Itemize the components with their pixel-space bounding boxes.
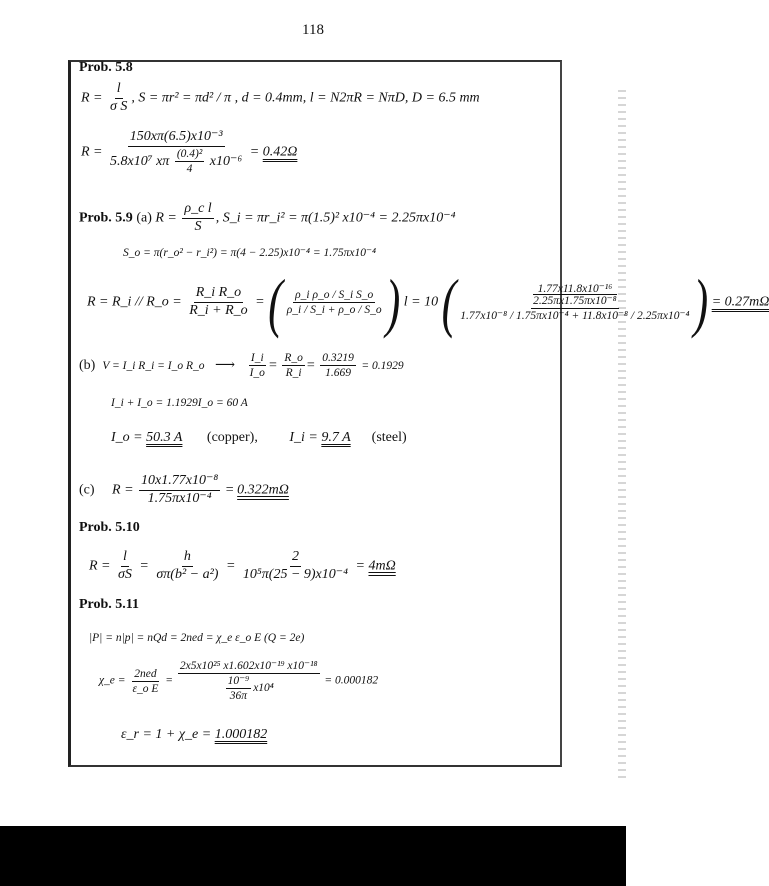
prob-5-10-line: R = $\frac{l}{\sigma S}$ = $\frac{h}{\text{σπ(b² − a²)}}$ = $\frac{2}{\text{10⁵π(25 − 9)x10⁻⁴}}$ = 4mΩ (89, 549, 396, 582)
frac-num: h (182, 550, 193, 567)
frac-num: l (121, 550, 129, 567)
den-tail: x10⁴ (253, 682, 274, 695)
frac-den: 36π (229, 690, 248, 703)
eq-prefix: R = (155, 210, 177, 226)
part-label: (b) (79, 357, 96, 373)
frac-den: 1.77x10⁻⁸ / 1.75πx10⁻⁴ + 11.8x10⁻⁸ / 2.25πx10⁻⁴ (460, 310, 690, 323)
paren-close: ) (385, 265, 401, 340)
eq-end: = 0.1929 (361, 359, 404, 372)
prob-5-9-line-3 (87, 265, 769, 340)
eq-prefix: χ_e = (99, 674, 126, 687)
prob-5-9-heading: Prob. 5.9 (79, 210, 133, 226)
frac-den: 1.669 (325, 367, 352, 380)
frac-den: σS (118, 566, 132, 582)
eq-prefix: R = (112, 482, 134, 498)
prob-5-11-line-1: |P| = n|p| = nQd = 2ned = χ_e ε_o E (Q = 2e) (89, 632, 305, 644)
equals: = (249, 144, 260, 160)
frac-num: 0.3219 (320, 352, 356, 366)
result-value: 9.7 A (321, 430, 351, 445)
prob-5-8-heading: Prob. 5.8 (79, 60, 133, 75)
frac-num: (0.4)² (175, 148, 204, 162)
paren-open: ( (441, 265, 457, 340)
frac-num: l (115, 82, 123, 99)
frac-den (222, 674, 276, 702)
frac-num: 10⁻⁹ (226, 675, 252, 689)
frac-num: I_i (249, 352, 266, 366)
eq-prefix: I_o = (111, 430, 147, 445)
paren-open: ( (268, 265, 283, 340)
frac-den: R_i + R_o (189, 303, 248, 318)
frac-den: σπ(b² − a²) (156, 566, 219, 582)
frac-den: 1.75πx10⁻⁴ (147, 490, 212, 506)
prob-5-11-line-3 (121, 727, 267, 743)
frac-num (531, 283, 619, 309)
frac-den: σ S (110, 98, 128, 114)
frac-den (108, 147, 244, 175)
eq-prefix: R = (81, 90, 103, 106)
prob-5-9-part-b-line-1: (b) V = I_i R_i = I_o R_o ⟶ $\frac{I\_i}{I\_o}$ = $\frac{R\_o}{R\_i}$ = $\frac{0.3219}{1.669}$ = 0.1929 (79, 352, 404, 380)
frac-num: ρ_c l (182, 202, 213, 219)
eq-prefix: ε_r = 1 + χ_e = (121, 727, 212, 742)
prob-5-10-heading: Prob. 5.10 (79, 520, 140, 535)
result-value: 4mΩ (368, 558, 396, 574)
frac-den: I_o (249, 367, 265, 380)
prob-5-11-line-2: χ_e = $\frac{\text{2ned}}{\text{ε\_o E}}$ = 2x5x10²⁵ x1.602x10⁻¹⁹ x10⁻¹⁸ $\frac{\text{10⁻⁹}}{36\pi}$ x10⁴ = 0.000182 (99, 660, 379, 703)
num-top: 1.77x11.8x10⁻¹⁶ (537, 282, 613, 295)
eq-rest: , S_i = πr_i² = π(1.5)² x10⁻⁴ = 2.25πx10⁻⁴ (215, 210, 456, 226)
frac-num: 2x5x10²⁵ x1.602x10⁻¹⁹ x10⁻¹⁸ (178, 660, 320, 674)
frac-num: 150xπ(6.5)x10⁻³ (128, 130, 225, 147)
frac-num: R_o (282, 352, 305, 366)
eq-text: V = I_i R_i = I_o R_o (102, 359, 205, 372)
eq-rest: , S = πr² = πd² / π , d = 0.4mm, l = N2πR = NπD, D = 6.5 mm (131, 90, 480, 106)
eq-prefix: R = (81, 144, 103, 160)
prob-5-8-line-1 (81, 82, 480, 114)
frac-num: 2ned (132, 668, 158, 682)
result-value: = 0.000182 (324, 674, 379, 687)
prob-5-9-part-b-line-2: I_i + I_o = 1.1929I_o = 60 A (111, 397, 248, 409)
prob-5-9-part-b-line-3 (111, 430, 407, 446)
equals: = (255, 294, 265, 310)
frac-num: R_i R_o (194, 286, 244, 303)
eq-prefix: I_i = (289, 430, 322, 445)
prob-5-8-line-2 (81, 130, 297, 175)
prob-5-9-part-c: (c) R = $\frac{\text{10x1.77x10⁻⁸}}{\text{1.75πx10⁻⁴}}$ = 0.322mΩ (79, 473, 289, 506)
result-value: 0.42Ω (262, 144, 298, 160)
den-part: 5.8x10⁷ xπ (110, 153, 170, 169)
frac-num: 10x1.77x10⁻⁸ (139, 474, 220, 491)
frac-num: 2 (290, 550, 301, 567)
eq-prefix: R = (89, 558, 111, 574)
prob-5-9-line-2: S_o = π(r_o² − r_i²) = π(4 − 2.25)x10⁻⁴ = 1.75πx10⁻⁴ (123, 247, 377, 259)
arrow-icon: ⟶ (215, 357, 236, 373)
result-value: = 0.27mΩ (711, 294, 769, 310)
part-label: (a) (136, 210, 152, 226)
prob-5-11-heading: Prob. 5.11 (79, 597, 140, 612)
scan-black-bar (0, 826, 626, 886)
result-value: 1.000182 (214, 727, 268, 742)
paren-close: ) (693, 265, 709, 340)
result-value: 50.3 A (146, 430, 183, 445)
part-label: (c) (79, 482, 95, 498)
num-bottom: 2.25πx1.75πx10⁻⁸ (533, 294, 617, 307)
eq-prefix: R = R_i // R_o = (87, 294, 182, 310)
eq-mid: l = 10 (403, 294, 439, 310)
page-number: 118 (302, 22, 324, 38)
frac-den: 4 (186, 162, 193, 175)
frac-den: ε_o E (132, 682, 159, 695)
prob-5-9-line-1 (79, 202, 455, 234)
solution-frame (68, 60, 769, 767)
frac-den: S (194, 218, 202, 234)
material-label: (steel) (371, 430, 407, 445)
material-label: (copper), (206, 430, 258, 445)
frac-num: ρ_i ρ_o / S_i S_o (293, 289, 375, 303)
frac-den: 10⁵π(25 − 9)x10⁻⁴ (242, 566, 349, 582)
scan-edge (618, 90, 626, 780)
result-value: 0.322mΩ (237, 482, 289, 498)
den-part: x10⁻⁶ (209, 153, 243, 169)
frac-den: R_i (285, 367, 302, 380)
frac-den: ρ_i / S_i + ρ_o / S_o (286, 304, 382, 316)
